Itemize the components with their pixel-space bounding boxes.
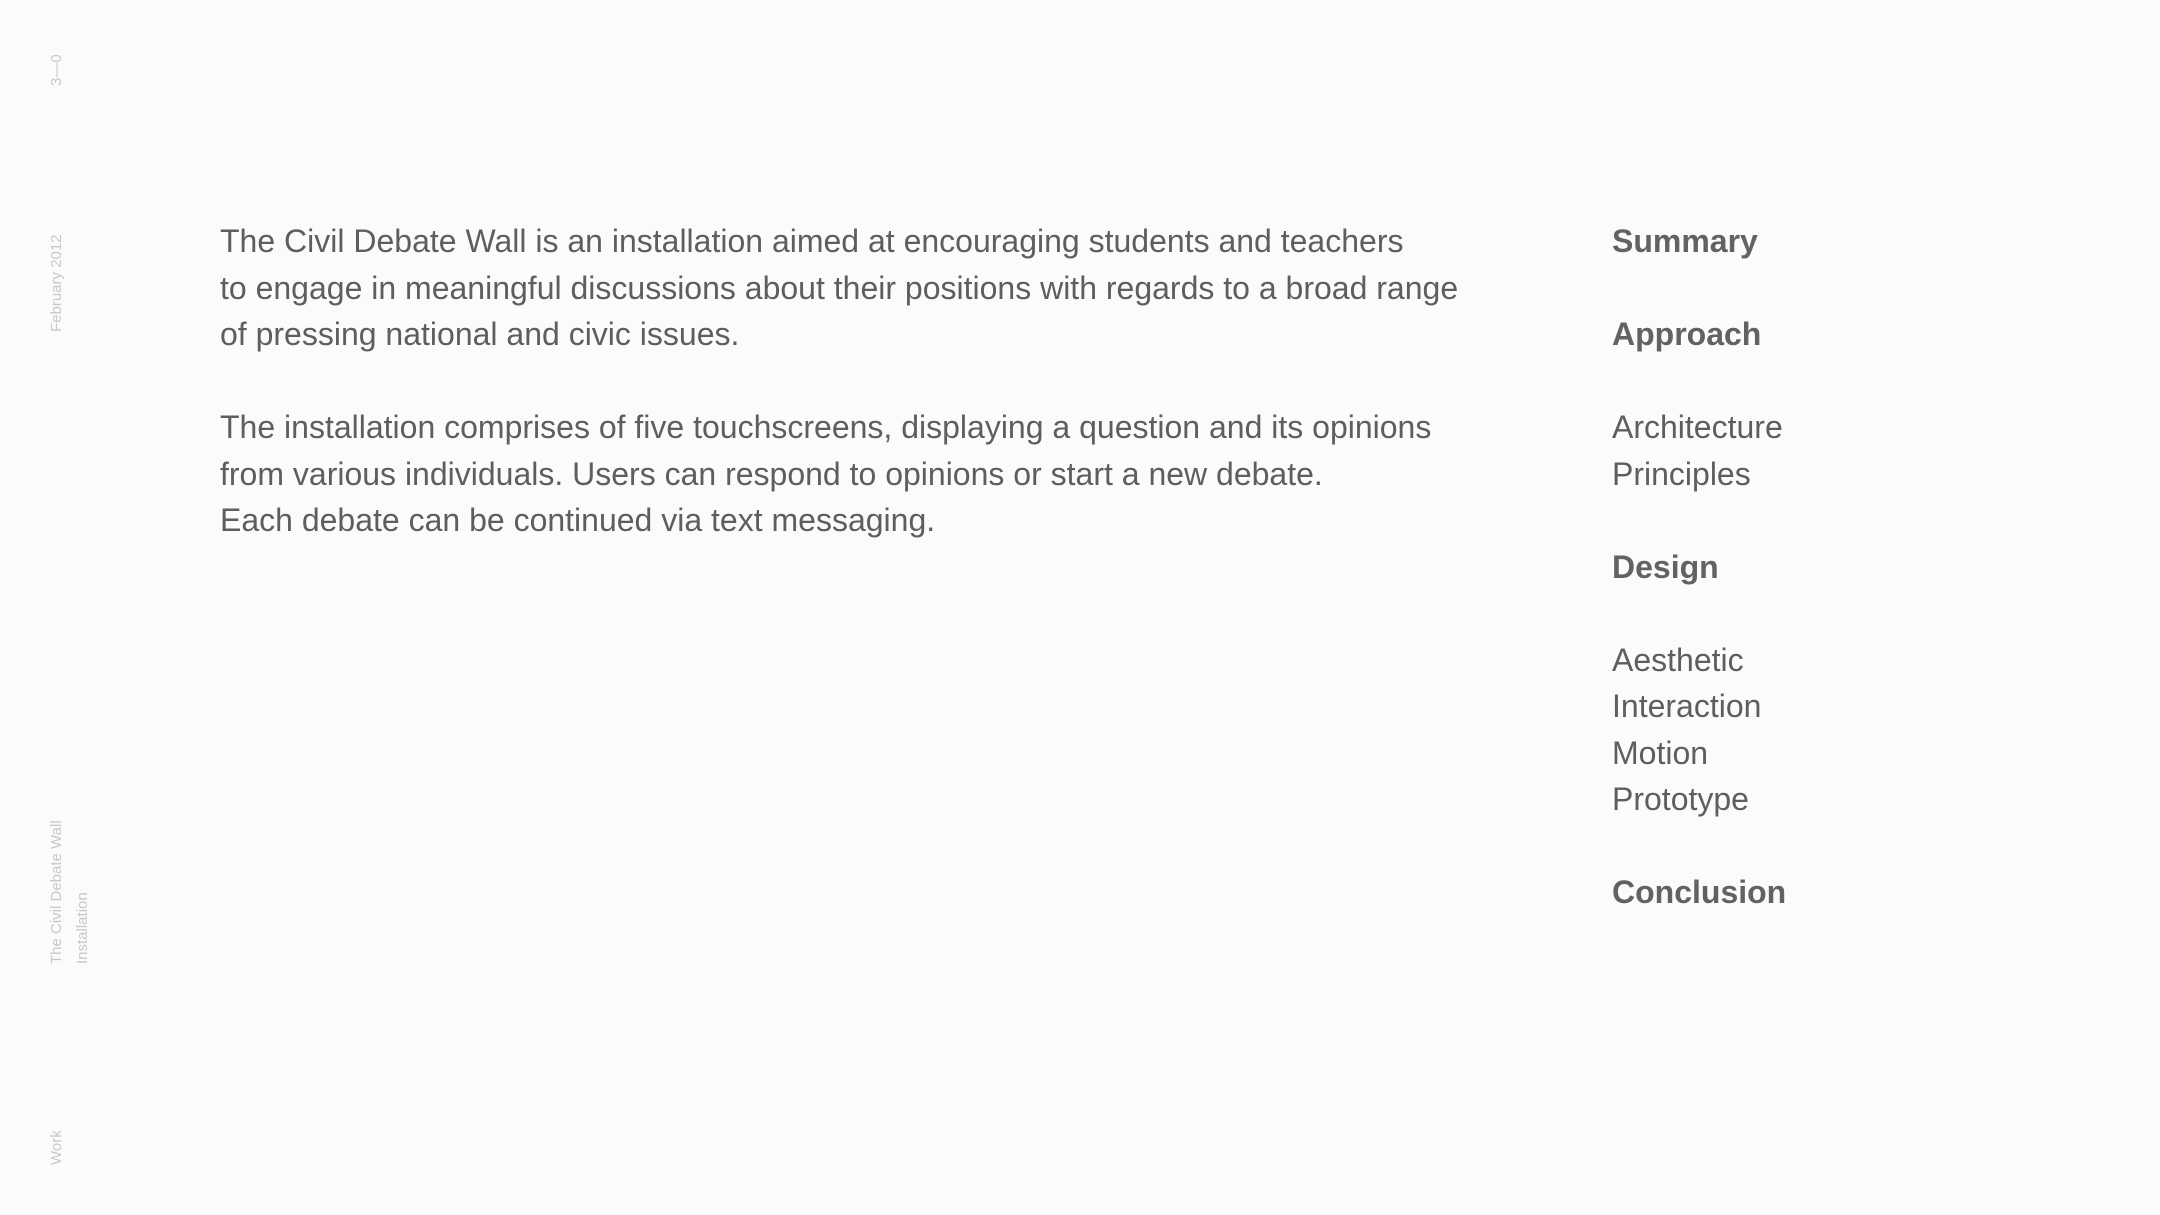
toc-spacer [1612,497,2092,544]
toc-item-motion[interactable]: Motion [1612,734,1709,771]
toc-item-interaction[interactable]: Interaction [1612,688,1762,724]
table-of-contents [1612,218,2092,916]
toc-item-principles[interactable]: Principles [1612,455,1751,492]
intro-paragraph-2: The installation comprises of five touchscreens, displaying a question and its opinions from various individuals. Users can respond to opinions or start a new debate. Each debate can be continued via text messaging. [220,409,1432,538]
intro-text [220,218,1560,590]
toc-spacer [1612,823,2092,870]
toc-spacer [1612,265,2092,312]
toc-item-prototype[interactable]: Prototype [1612,781,1749,817]
section-label: Work [48,1130,65,1165]
project-title-label: The Civil Debate Wall [48,820,65,964]
page-number: 3—0 [48,54,65,86]
toc-item-architecture[interactable]: Architecture [1612,409,1783,445]
toc-item-summary[interactable]: Summary [1612,223,1758,259]
project-type-label: Installation [74,892,91,964]
toc-spacer [1612,358,2092,405]
toc-item-aesthetic[interactable]: Aesthetic [1612,641,1744,678]
date-label: February 2012 [48,234,65,332]
intro-paragraph-1: The Civil Debate Wall is an installation aimed at encouraging students and teachers to engage in meaningful discussions about their positions with regards to a broad range of pressing national and civic issues. [220,223,1459,352]
toc-item-approach[interactable]: Approach [1612,316,1762,352]
toc-item-design[interactable]: Design [1612,548,1719,585]
toc-spacer [1612,590,2092,637]
toc-item-conclusion[interactable]: Conclusion [1612,874,1787,910]
